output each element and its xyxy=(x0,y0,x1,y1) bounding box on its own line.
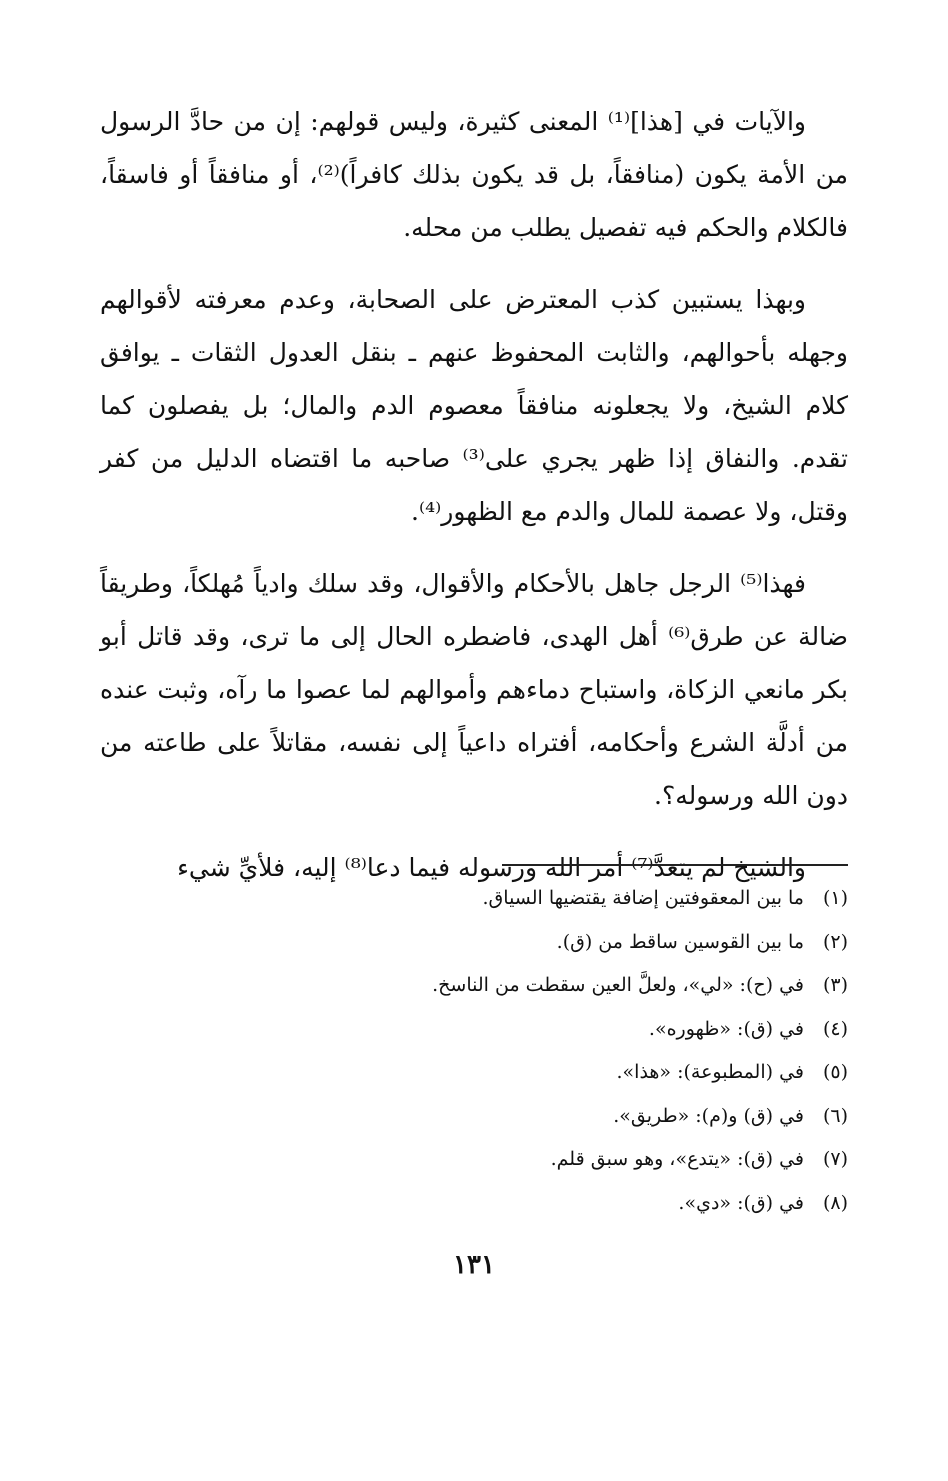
footnotes xyxy=(100,877,848,1225)
page-number: ١٣١ xyxy=(453,1250,495,1280)
footnote-number: (٨) xyxy=(822,1191,848,1214)
footnote-2 xyxy=(100,921,848,965)
paragraph-2: وبهذا يستبين كذب المعترض على الصحابة، وعدم معرفته لأقوالهم وجهله بأحوالهم، والثابت المحفوظ عنهم ـ بنقل العدول الثقات ـ يوافق كلام الشيخ، ولا يجعلونه منافقاً معصوم الدم والمال؛ بل يفصلون كما تقدم. والنفاق إذا ظهر يجري على⁽³⁾ صاحبه ما اقتضاه الدليل من كفر وقتل، ولا عصمة للمال والدم مع الظهور⁽⁴⁾. xyxy=(100,285,848,526)
footnote-text: في (المطبوعة): «هذا». xyxy=(616,1061,804,1083)
main-text xyxy=(100,95,848,913)
footnote-text: في (ق): «ظهوره». xyxy=(648,1017,804,1040)
footnote-6 xyxy=(100,1095,848,1139)
footnote-number: (٥) xyxy=(822,1061,848,1083)
paragraph-1: والآيات في [هذا]⁽¹⁾ المعنى كثيرة، وليس قولهم: إن من حادَّ الرسول من الأمة يكون (منافقاً، بل قد يكون بذلك كافراً)⁽²⁾، أو منافقاً أو فاسقاً، فالكلام والحكم فيه تفصيل يطلب من محله. xyxy=(100,107,848,242)
paragraph-4: والشيخ لم يتعدَّ⁽⁷⁾ أمر الله ورسوله فيما دعا⁽⁸⁾ إليه، فلأيِّ شيء xyxy=(177,853,806,882)
footnote-text: في (ق) و(م): «طريق». xyxy=(613,1104,804,1127)
footnote-number: (٤) xyxy=(822,1017,848,1040)
footnote-divider xyxy=(502,864,848,866)
footnote-text: في (ق): «دي». xyxy=(678,1191,804,1214)
footnote-number: (١) xyxy=(822,887,848,909)
footnote-number: (٢) xyxy=(822,930,848,953)
footnote-5 xyxy=(100,1051,848,1095)
footnote-8 xyxy=(100,1182,848,1226)
footnote-text: في (ق): «يتدع»، وهو سبق قلم. xyxy=(550,1148,804,1170)
footnote-4 xyxy=(100,1008,848,1052)
footnote-number: (٦) xyxy=(822,1104,848,1127)
footnote-text: ما بين القوسين ساقط من (ق). xyxy=(556,930,804,953)
footnote-text: ما بين المعقوفتين إضافة يقتضيها السياق. xyxy=(482,887,804,909)
footnote-number: (٣) xyxy=(822,974,848,996)
footnote-3 xyxy=(100,964,848,1008)
footnote-text: في (ح): «لي»، ولعلَّ العين سقطت من الناسخ. xyxy=(432,974,804,996)
footnote-7 xyxy=(100,1138,848,1182)
footnote-number: (٧) xyxy=(822,1148,848,1170)
footnote-1 xyxy=(100,877,848,921)
paragraph-3: فهذا⁽⁵⁾ الرجل جاهل بالأحكام والأقوال، وقد سلك وادياً مُهلكاً، وطريقاً ضالة عن طرق⁽⁶⁾ أهل الهدى، فاضطره الحال إلى ما ترى، وقد قاتل أبو بكر مانعي الزكاة، واستباح دماءهم وأموالهم لما عصوا ما رآه، وثبت عنده من أدلَّة الشرع وأحكامه، أفتراه داعياً إلى نفسه، مقاتلاً على طاعته من دون الله ورسوله؟. xyxy=(100,569,849,810)
